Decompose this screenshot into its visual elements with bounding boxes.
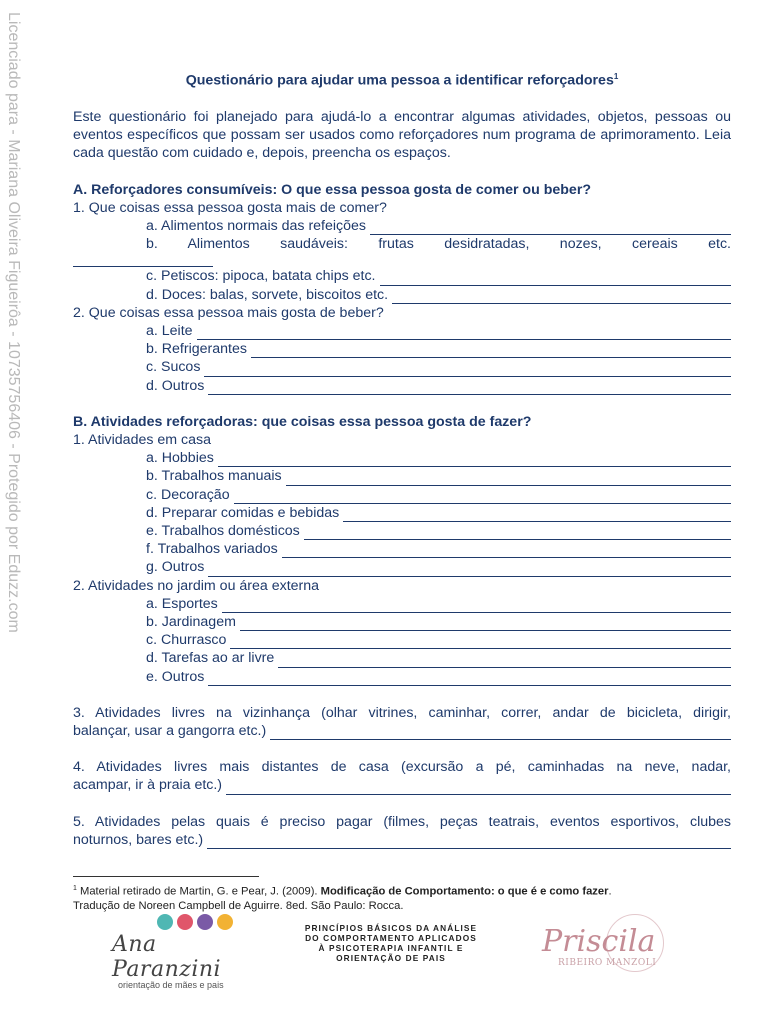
heart-icon [177,914,193,930]
course-title: PRINCÍPIOS BÁSICOS DA ANÁLISE DO COMPORTAMENTO APLICADOS À PSICOTERAPIA INFANTIL E ORIENTAÇÃO DE PAIS [304,923,478,963]
answer-line[interactable]: g. Outros [73,558,731,576]
question-b5-text: 5. Atividades pelas quais é preciso pagar (filmes, peças teatrais, eventos esportivos, clubes [73,813,731,830]
blank-line[interactable] [230,635,731,649]
answer-line[interactable]: c. Petiscos: pipoca, batata chips etc. [73,267,731,285]
answer-line[interactable] [73,253,731,267]
book-title: Modificação de Comportamento: o que é e como fazer [320,885,609,898]
answer-line[interactable]: e. Trabalhos domésticos [73,522,731,540]
question-a2: 2. Que coisas essa pessoa mais gosta de beber? [73,304,384,321]
answer-line[interactable]: a. Leite [73,322,731,340]
answer-line[interactable]: d. Doces: balas, sorvete, biscoitos etc. [73,286,731,304]
answer-line[interactable]: e. Outros [73,668,731,686]
priscila-logo-sub: RIBEIRO MANZOLI [558,958,657,968]
answer-line[interactable]: d. Outros [73,377,731,395]
document-title: Questionário para ajudar uma pessoa a identificar reforçadores$^1$ [185,72,619,89]
question-b1: 1. Atividades em casa [73,431,212,448]
priscila-logo-name: Priscila [542,924,656,959]
answer-line[interactable]: a. Alimentos normais das refeições [73,217,731,235]
answer-line[interactable]: f. Trabalhos variados [73,540,731,558]
blank-line[interactable] [270,726,731,740]
answer-line[interactable]: c. Decoração [73,486,731,504]
blank-line[interactable] [286,472,731,486]
answer-line-b-text: b. Alimentos saudáveis: frutas desidratadas, nozes, cereais etc. [146,236,731,253]
answer-line[interactable]: b. Refrigerantes [73,340,731,358]
answer-line[interactable]: a. Esportes [73,595,731,613]
footnote: $^1$ Material retirado de Martin, G. e Pear, J. (2009). Modificação de Comportamento: o que é e como fazer. Tradução de Noreen Campbell de Aguirre. 8ed. São Paulo: Rocca. [73,885,612,912]
question-a1: 1. Que coisas essa pessoa gosta mais de comer? [73,199,387,216]
hand-icon [217,914,233,930]
blank-line[interactable] [208,381,731,395]
blank-line[interactable] [392,290,731,304]
chat-icon [157,914,173,930]
blank-line[interactable] [73,253,213,267]
blank-line[interactable] [251,344,731,358]
answer-line[interactable]: d. Preparar comidas e bebidas [73,504,731,522]
heart-icon [197,914,213,930]
answer-line[interactable]: b. Trabalhos manuais [73,467,731,485]
footnote-divider [73,876,259,877]
blank-line[interactable] [343,508,731,522]
blank-line[interactable] [222,599,731,613]
blank-line[interactable] [240,617,731,631]
ana-paranzini-logo [112,914,247,990]
intro-paragraph: Este questionário foi planejado para ajudá-lo a encontrar algumas atividades, objetos, pessoas ou eventos específicos que possam ser usados como reforçadores num programa de aprimoramento. Leia cada questão com cuidado e, depois, preencha os espaços. [73,108,731,162]
blank-line[interactable] [208,563,731,577]
blank-line[interactable] [208,672,731,686]
watermark-text: Licenciado para - Mariana Oliveira Figueirôa - 10735756406 - Protegido por Eduzz.com [5,12,22,633]
blank-line[interactable] [207,835,731,849]
answer-line[interactable]: a. Hobbies [73,449,731,467]
answer-line[interactable]: d. Tarefas ao ar livre [73,649,731,667]
section-b-heading: B. Atividades reforçadoras: que coisas essa pessoa gosta de fazer? [73,413,532,430]
blank-line[interactable] [304,526,731,540]
section-a-heading: A. Reforçadores consumíveis: O que essa pessoa gosta de comer ou beber? [73,181,592,198]
question-b3-text: 3. Atividades livres na vizinhança (olhar vitrines, caminhar, correr, andar de bicicleta, dirigir, [73,704,731,721]
document-page [73,68,731,849]
blank-line[interactable] [234,490,731,504]
answer-line[interactable]: c. Sucos [73,358,731,376]
blank-line[interactable] [370,221,731,235]
blank-line[interactable] [282,544,731,558]
question-b2: 2. Atividades no jardim ou área externa [73,577,320,594]
blank-line[interactable] [218,453,731,467]
blank-line[interactable] [380,272,732,286]
blank-line[interactable] [204,363,731,377]
blank-line[interactable] [226,781,731,795]
priscila-logo [536,914,676,972]
answer-line[interactable]: c. Churrasco [73,631,731,649]
question-b4-text: 4. Atividades livres mais distantes de casa (excursão a pé, caminhadas na neve, nadar, [73,759,731,776]
answer-line[interactable]: b. Jardinagem [73,613,731,631]
blank-line[interactable] [278,654,731,668]
ana-logo-tagline: orientação de mães e pais [118,980,224,990]
answer-line[interactable]: noturnos, bares etc.) [73,831,731,849]
watermark [0,12,28,682]
blank-line[interactable] [197,326,731,340]
answer-line[interactable]: balançar, usar a gangorra etc.) [73,722,731,740]
ana-logo-name: Ana Paranzini [112,932,222,982]
answer-line[interactable]: acampar, ir à praia etc.) [73,776,731,794]
